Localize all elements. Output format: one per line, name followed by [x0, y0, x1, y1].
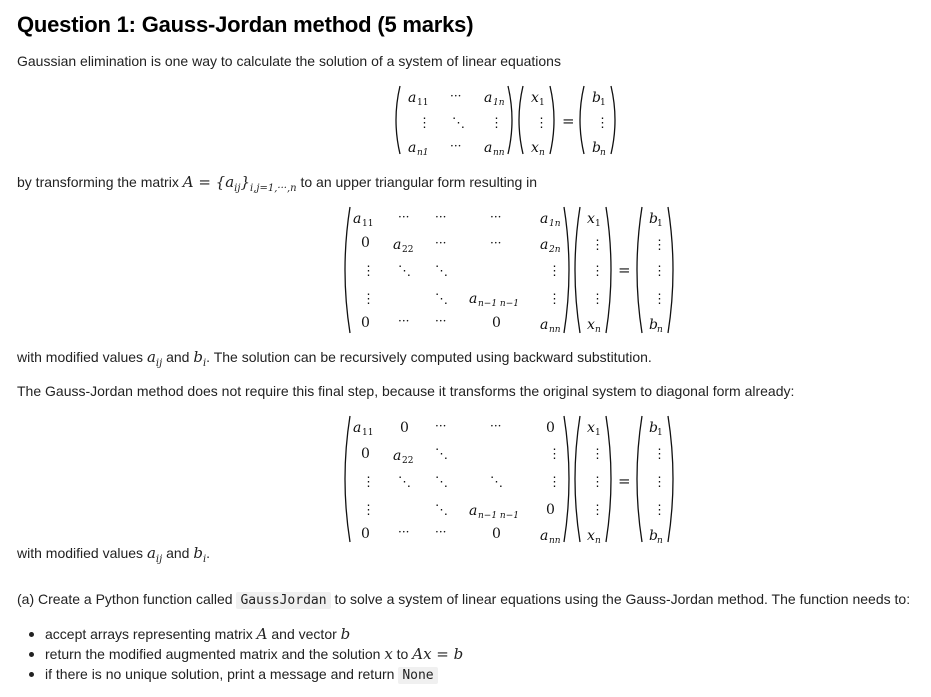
equals-sign: =	[618, 472, 631, 490]
svg-text:⋮: ⋮	[418, 116, 431, 131]
svg-text:⋱: ⋱	[435, 292, 448, 307]
svg-text:0: 0	[546, 502, 555, 518]
svg-text:0: 0	[361, 446, 370, 462]
svg-text:a: a	[469, 291, 478, 307]
diagonal-form-equation	[340, 412, 680, 546]
svg-text:0: 0	[361, 526, 370, 542]
svg-text:n: n	[657, 536, 663, 546]
svg-text:x: x	[587, 528, 595, 544]
svg-text:⋮: ⋮	[362, 503, 375, 518]
upper-triangular-matrix	[345, 207, 569, 335]
svg-text:⋮: ⋮	[548, 292, 561, 307]
svg-text:a: a	[484, 90, 493, 106]
svg-text:⋱: ⋱	[490, 475, 503, 490]
svg-text:⋮: ⋮	[362, 475, 375, 490]
svg-text:a: a	[408, 140, 417, 156]
svg-text:1n: 1n	[549, 219, 561, 229]
svg-text:b: b	[649, 528, 658, 544]
svg-text:0: 0	[400, 420, 409, 436]
diagonal-matrix	[345, 416, 569, 546]
svg-text:⋮: ⋮	[591, 292, 604, 307]
svg-text:···: ···	[435, 236, 447, 250]
svg-text:⋮: ⋮	[591, 238, 604, 253]
svg-text:···: ···	[450, 89, 462, 103]
svg-text:b: b	[649, 211, 658, 227]
modified-values-paragraph-2: with modified values $a_{ij}$ and $b_i$.	[17, 544, 211, 565]
svg-text:⋱: ⋱	[435, 264, 448, 279]
svg-text:n−1 n−1: n−1 n−1	[478, 511, 519, 521]
svg-text:nn: nn	[549, 325, 561, 335]
svg-text:⋮: ⋮	[653, 292, 666, 307]
svg-text:x: x	[587, 317, 595, 333]
svg-text:n: n	[657, 325, 663, 335]
svg-text:a: a	[469, 503, 478, 519]
svg-text:b: b	[649, 420, 658, 436]
svg-text:⋮: ⋮	[535, 116, 548, 131]
svg-text:⋮: ⋮	[653, 447, 666, 462]
svg-text:⋱: ⋱	[435, 503, 448, 518]
svg-text:0: 0	[361, 315, 370, 331]
svg-text:⋱: ⋱	[435, 447, 448, 462]
svg-text:1: 1	[595, 428, 601, 438]
svg-text:···: ···	[435, 419, 447, 433]
svg-text:···: ···	[490, 210, 502, 224]
svg-text:22: 22	[402, 245, 414, 255]
list-item: if there is no unique solution, print a message and return None	[17, 664, 463, 684]
svg-text:···: ···	[435, 525, 447, 539]
svg-text:x: x	[531, 140, 539, 156]
modified-values-paragraph: with modified values $a_{ij}$ and $b_i$. The solution can be recursively computed using backward substitution.	[17, 348, 652, 369]
svg-text:a: a	[393, 237, 402, 253]
svg-text:⋮: ⋮	[362, 264, 375, 279]
part-a-paragraph: (a) Create a Python function called GaussJordan to solve a system of linear equations using the Gauss-Jordan method. The function needs to:	[17, 591, 911, 608]
svg-text:11: 11	[417, 98, 429, 108]
list-item: return the modified augmented matrix and the solution x to Ax = b	[17, 644, 463, 664]
svg-text:1: 1	[595, 219, 601, 229]
vector-b	[637, 416, 673, 546]
svg-text:nn: nn	[493, 148, 505, 158]
equals-sign: =	[562, 112, 575, 130]
svg-text:···: ···	[490, 236, 502, 250]
svg-text:⋮: ⋮	[362, 292, 375, 307]
svg-text:1: 1	[657, 428, 663, 438]
svg-text:a: a	[540, 237, 549, 253]
svg-text:nn: nn	[549, 536, 561, 546]
linear-system-equation	[390, 80, 630, 160]
svg-text:a: a	[540, 528, 549, 544]
svg-text:0: 0	[546, 420, 555, 436]
svg-text:a: a	[353, 211, 362, 227]
none-code: None	[398, 667, 437, 684]
svg-text:···: ···	[435, 314, 447, 328]
svg-text:···: ···	[450, 139, 462, 153]
transform-paragraph: by transforming the matrix $A = \{a_{ij}\}_{i,j=1,\cdot\cdot\cdot,n}$ to an upper triangular form resulting in	[17, 173, 538, 194]
svg-text:⋮: ⋮	[591, 264, 604, 279]
svg-text:a: a	[540, 211, 549, 227]
vector-x	[575, 207, 611, 335]
upper-triangular-equation	[340, 203, 680, 337]
function-name-code: GaussJordan	[236, 592, 330, 609]
matrix-A	[396, 86, 512, 158]
svg-text:⋱: ⋱	[398, 264, 411, 279]
svg-text:2n: 2n	[549, 245, 561, 255]
svg-text:n: n	[595, 536, 601, 546]
svg-text:1: 1	[600, 98, 606, 108]
svg-text:···: ···	[398, 210, 410, 224]
svg-text:22: 22	[402, 456, 414, 466]
svg-text:1: 1	[657, 219, 663, 229]
vector-x	[575, 416, 611, 546]
vector-x	[519, 86, 554, 158]
svg-text:0: 0	[361, 235, 370, 251]
svg-text:⋮: ⋮	[591, 503, 604, 518]
svg-text:a: a	[353, 420, 362, 436]
list-item: accept arrays representing matrix A and vector b	[17, 624, 463, 644]
svg-text:a: a	[540, 317, 549, 333]
svg-text:a: a	[484, 140, 493, 156]
svg-text:x: x	[587, 420, 595, 436]
svg-text:···: ···	[435, 210, 447, 224]
vector-b	[580, 86, 615, 158]
svg-text:⋮: ⋮	[653, 238, 666, 253]
intro-paragraph: Gaussian elimination is one way to calculate the solution of a system of linear equations	[17, 53, 561, 69]
svg-text:⋮: ⋮	[653, 264, 666, 279]
svg-text:⋮: ⋮	[653, 503, 666, 518]
svg-text:0: 0	[492, 315, 501, 331]
page-title: Question 1: Gauss-Jordan method (5 marks)	[17, 12, 474, 37]
svg-text:0: 0	[492, 526, 501, 542]
svg-text:a: a	[408, 90, 417, 106]
svg-text:···: ···	[398, 525, 410, 539]
svg-text:b: b	[649, 317, 658, 333]
svg-text:11: 11	[362, 219, 374, 229]
svg-text:11: 11	[362, 428, 374, 438]
requirements-list	[17, 624, 463, 684]
vector-b	[637, 207, 673, 335]
svg-text:⋮: ⋮	[653, 475, 666, 490]
svg-text:n: n	[600, 148, 606, 158]
svg-text:n−1 n−1: n−1 n−1	[478, 299, 519, 309]
svg-text:⋮: ⋮	[548, 264, 561, 279]
svg-text:⋮: ⋮	[596, 116, 609, 131]
svg-text:···: ···	[398, 314, 410, 328]
svg-text:n: n	[539, 148, 545, 158]
svg-text:n1: n1	[417, 148, 429, 158]
svg-text:1: 1	[539, 98, 545, 108]
svg-text:⋮: ⋮	[548, 447, 561, 462]
svg-text:a: a	[393, 448, 402, 464]
svg-text:b: b	[592, 90, 601, 106]
equals-sign: =	[618, 261, 631, 279]
svg-text:x: x	[531, 90, 539, 106]
svg-text:⋱: ⋱	[452, 116, 465, 131]
svg-text:⋮: ⋮	[591, 475, 604, 490]
svg-text:⋱: ⋱	[435, 475, 448, 490]
svg-text:n: n	[595, 325, 601, 335]
svg-text:1n: 1n	[493, 98, 505, 108]
svg-text:⋮: ⋮	[548, 475, 561, 490]
svg-text:b: b	[592, 140, 601, 156]
svg-text:⋮: ⋮	[591, 447, 604, 462]
gauss-jordan-paragraph: The Gauss-Jordan method does not require this final step, because it transforms the original system to diagonal form already:	[17, 383, 795, 399]
svg-text:x: x	[587, 211, 595, 227]
svg-text:⋮: ⋮	[490, 116, 503, 131]
svg-text:⋱: ⋱	[398, 475, 411, 490]
svg-text:···: ···	[490, 419, 502, 433]
